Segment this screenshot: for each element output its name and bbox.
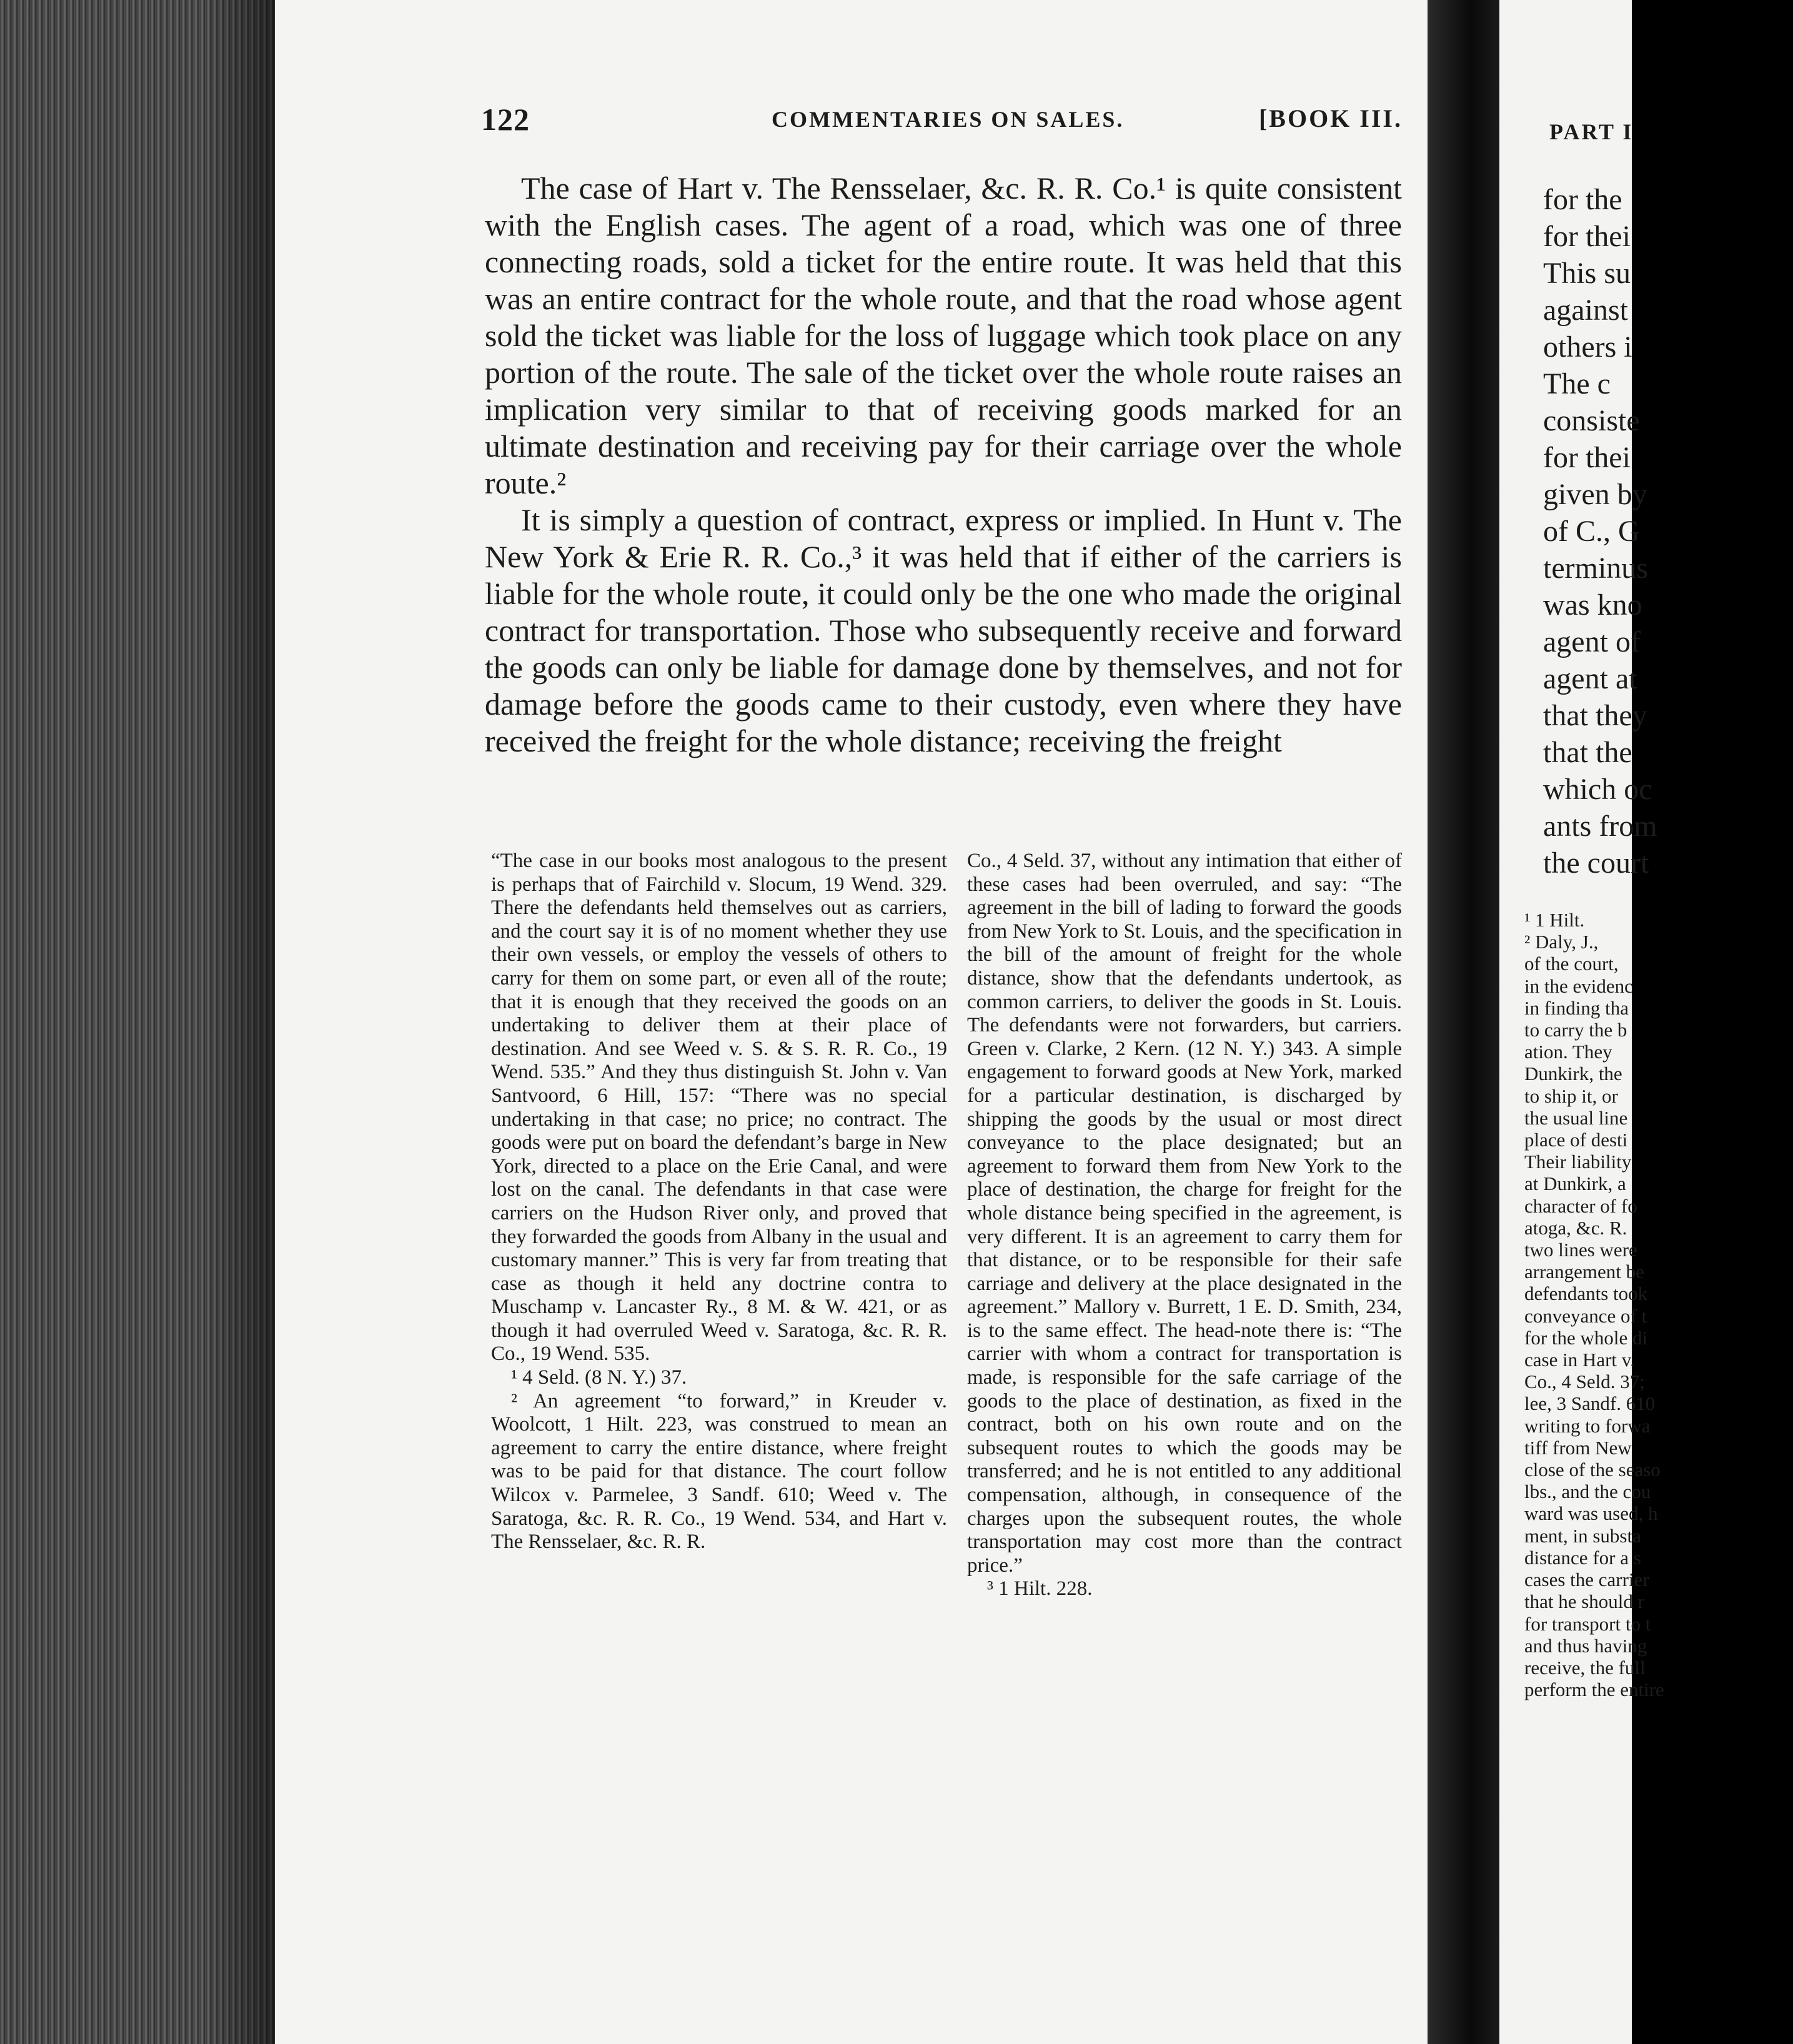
facing-page-line: which oc [1543,773,1652,806]
facing-page-line: case in Hart v. [1524,1349,1636,1371]
facing-page-line: that he should r [1524,1590,1644,1613]
facing-page-line: for transport to t [1524,1612,1651,1635]
facing-page-line: two lines were [1524,1239,1637,1261]
facing-page-line: consiste [1543,404,1640,437]
facing-page-line: cases the carrier [1524,1569,1649,1591]
facing-page-line: others i [1543,330,1632,364]
facing-page-line: ² Daly, J., [1524,931,1599,953]
facing-page-line: close of the seaso [1524,1459,1661,1481]
facing-page-line: tiff from New [1524,1436,1632,1459]
facing-page-line: of C., G [1543,515,1640,548]
facing-page-line: for thei [1543,220,1631,253]
footnotes-left-column [491,850,947,1554]
facing-page-line: Co., 4 Seld. 37; [1524,1371,1645,1393]
facing-page-line: that they [1543,699,1647,732]
facing-page-line: character of fo [1524,1194,1637,1217]
facing-page-line: in finding tha [1524,996,1629,1019]
facing-page-line: atoga, &c. R. [1524,1216,1627,1239]
page-edge-shadow [206,0,281,2044]
footnote-2-continuation: Co., 4 Seld. 37, without any intimation that either of these cases had been overruled, and say: “The agreement in the bill of lading to forward the goods from New York to St. Louis, and the specification in the bill of the amount of freight for the whole distance, show that the defendants undertook, as common carriers, to deliver the goods in St. Louis. The defendants were not forwarders, but carriers. Green v. Clarke, 2 Kern. (12 N. Y.) 343. A simple engagement to forward goods at New York, marked for a particular destination, is discharged by shipping the goods by the usual or most direct conveyance to the place designated; but an agreement to forward them from New York to the place of destination, the charge for freight for the whole distance being specified in the agreement, is very different. It is an agreement to carry them for that distance, or to be responsible for their safe carriage and delivery at the place designated in the agreement.” Mallory v. Burrett, 1 E. D. Smith, 234, is to the same effect. The head-note there is: “The carrier with whom a contract for transportation is made, is responsible for the safe carriage of the goods to the place of destination, as fixed in the contract, both on his own route and on the subsequent routes to which the goods may be transferred; and he is not entitled to any additional compensation, although, in consequence of the charges upon the subsequent routes, the whole transportation may cost more than the contract price.” [967,850,1402,1577]
body-paragraph: The case of Hart v. The Rensselaer, &c. R. R. Co.¹ is quite consistent with the English cases. The agent of a road, which was one of three connecting roads, sold a ticket for the entire route. It was held that this was an entire contract for the whole route, and that the road whose agent sold the ticket was liable for the loss of luggage which took place on any portion of the route. The sale of the ticket over the whole route raises an implication very similar to that of receiving goods marked for an ultimate destination and receiving pay for their carriage over the whole route.² [485,171,1402,500]
facing-page-line: and thus having [1524,1634,1647,1657]
facing-page-line: ation. They [1524,1041,1612,1063]
running-header [481,101,1403,139]
facing-page-line: for thei [1543,441,1631,474]
facing-page-line: against [1543,294,1628,327]
facing-page-line: receive, the full [1524,1656,1646,1679]
body-paragraph: It is simply a question of contract, express or implied. In Hunt v. The New York & Erie R. R. Co.,³ it was held that if either of the carriers is liable for the whole route, it could only be the one who made the original contract for transportation. Those who subsequently receive and forward the goods can only be liable for damage done by themselves, and not for damage before the goods came to their custody, even where they have received the freight for the whole distance; receiving the freight [485,502,1402,758]
facing-page-line: of the court, [1524,953,1619,975]
running-title: COMMENTARIES ON SALES. [772,107,1125,132]
facing-page-line: to carry the b [1524,1019,1627,1041]
facing-page-line: lee, 3 Sandf. 610 [1524,1392,1656,1415]
facing-page-line: Dunkirk, the [1524,1063,1622,1085]
facing-page-line: given by [1543,478,1647,511]
facing-page-line: ¹ 1 Hilt. [1524,909,1585,931]
footnote-2: ² An agreement “to forward,” in Kreuder v. Woolcott, 1 Hilt. 223, was construed to mean an agreement to carry the entire distance, where freight was to be paid for that distance. The court follow Wilcox v. Parmelee, 3 Sandf. 610; Weed v. The Saratoga, &c. R. R. Co., 19 Wend. 534, and Hart v. The Rensselaer, &c. R. R. [491,1389,947,1554]
facing-page-header: PART I [1549,119,1634,144]
facing-page-line: lbs., and the cou [1524,1481,1651,1503]
facing-page-line: for the [1543,183,1622,216]
facing-page-line: Their liability [1524,1151,1632,1173]
facing-page-line: ment, in substa [1524,1524,1641,1547]
facing-page-line: the court [1543,846,1649,880]
facing-page-line: that the [1543,736,1632,769]
facing-page-line: for the whole di [1524,1326,1648,1349]
facing-page-line: distance for a s [1524,1546,1641,1569]
facing-page-line: ward was used, h [1524,1502,1658,1525]
facing-page-line: place of desti [1524,1129,1628,1151]
facing-page-line: to ship it, or [1524,1084,1618,1107]
facing-page-line: agent of [1543,625,1641,658]
facing-page-line: ants from [1543,810,1657,843]
facing-page-line: perform the entire [1524,1679,1664,1701]
facing-page-line: conveyance of t [1524,1304,1647,1327]
facing-page-notes [1524,909,1774,1700]
footnotes-right-column [967,850,1402,1601]
body-text [485,170,1402,760]
facing-page-line: at Dunkirk, a [1524,1173,1626,1195]
facing-page [1499,0,1664,2044]
page-number: 122 [481,102,530,137]
facing-page-line: the usual line [1524,1106,1628,1129]
facing-page-line: writing to forwa [1524,1414,1651,1437]
footnote-3: ³ 1 Hilt. 228. [987,1577,1093,1600]
facing-page-line: defendants took [1524,1282,1648,1305]
facing-page-line: The c [1543,367,1611,400]
facing-page-line: This su [1543,257,1631,290]
footnote-1: ¹ 4 Seld. (8 N. Y.) 37. [511,1366,687,1389]
footnote-continuation: “The case in our books most analogous to the present is perhaps that of Fairchild v. Slocum, 19 Wend. 329. There the defendants held themselves out as carriers, and the court say it is of no moment whether they use their own vessels, or employ the vessels of others to carry for them on some part, or even all of the route; that it is enough that they received the goods on an undertaking to deliver them at their place of destination. And see Weed v. S. & S. R. R. Co., 19 Wend. 535.” And they thus distinguish St. John v. Van Santvoord, 6 Hill, 157: “There was no special undertaking in that case; no price; no contract. The goods were put on board the defendant’s barge in New York, directed to a place on the Erie Canal, and were lost on the canal. The defendants in that case were carriers on the Hudson River only, and proved that they forwarded the goods from Albany in the usual and customary manner.” This is very far from treating that case as though it held any doctrine contra to Muschamp v. Lancaster Ry., 8 M. & W. 421, or as though it had overruled Weed v. Saratoga, &c. R. R. Co., 19 Wend. 535. [491,850,947,1366]
facing-page-line: in the evidenc [1524,975,1633,997]
book-gutter [1428,0,1499,2044]
facing-page-line: arrangement be [1524,1261,1644,1283]
facing-page-body [1543,181,1793,881]
facing-page-line: terminus [1543,552,1648,585]
facing-page-line: agent at [1543,662,1637,695]
book-label: [BOOK III. [1258,104,1403,132]
facing-page-line: was kno [1543,588,1642,622]
